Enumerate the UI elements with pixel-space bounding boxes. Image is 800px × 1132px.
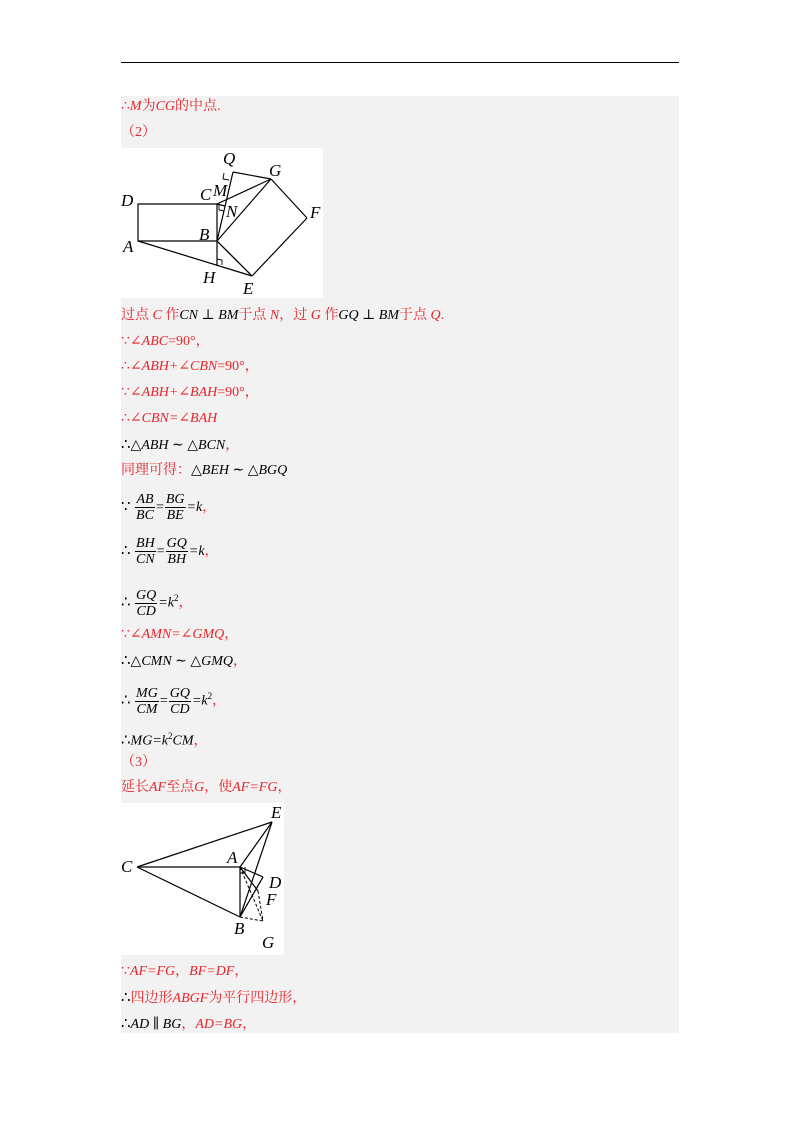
expr: ∠CBN=∠BAH: [129, 411, 218, 426]
var-gq: GQ: [338, 308, 359, 323]
expr-value: =90°，: [217, 359, 259, 374]
denominator: BC: [136, 508, 154, 524]
text-such-that: ，使: [204, 780, 233, 795]
exponent: 2: [168, 731, 173, 741]
comma: ，: [204, 544, 219, 559]
equals: =: [156, 544, 165, 559]
line-ratio-gq-cd: [121, 581, 193, 619]
fraction-gq-bh: [166, 536, 188, 567]
header-rule: [121, 62, 679, 63]
because-symbol: ∵: [121, 627, 130, 642]
var-cn: CN: [179, 308, 199, 323]
therefore-symbol: ∴: [121, 1016, 131, 1032]
text-guo: ，过: [279, 308, 308, 323]
therefore-symbol: ∴: [121, 411, 130, 426]
because-symbol: ∵: [121, 964, 130, 979]
numerator: BG: [165, 492, 185, 508]
comma: ，: [233, 654, 248, 669]
numerator: GQ: [166, 536, 187, 552]
line-abh-bah: [121, 382, 259, 404]
text-is-parallelogram: 为平行四边形，: [208, 991, 307, 1006]
var-c: C: [152, 308, 162, 323]
part-3-label: （3）: [121, 755, 156, 770]
therefore-symbol: ∴: [121, 653, 131, 669]
expr: △ABH ∼ △BCN: [130, 438, 226, 453]
comma-2: ，: [234, 964, 249, 979]
label-n: N: [226, 202, 238, 221]
therefore-symbol: ∴: [121, 692, 131, 709]
expr: ∠ABH+∠CBN: [129, 359, 218, 374]
label-d: D: [121, 191, 134, 210]
line-angle-amn-gmq: [121, 624, 238, 646]
expr: AF=FG: [232, 780, 278, 795]
period: .: [440, 308, 445, 323]
text-to-point: 至点: [166, 780, 195, 795]
fraction-mg-cm: [135, 686, 159, 717]
line-cbn-bah: [121, 408, 217, 430]
expr-1: AF=FG: [129, 964, 176, 979]
line-parallelogram: [121, 987, 306, 1009]
expr: ∠ABH+∠BAH: [129, 385, 218, 400]
label-a: A: [227, 848, 238, 867]
denominator: BE: [166, 508, 184, 524]
therefore-symbol: ∴: [121, 732, 131, 749]
line-similar-abh-bcn: [121, 434, 239, 456]
expr-parallel: AD ∥ BG: [130, 1017, 182, 1032]
var-g: G: [194, 780, 205, 795]
figure-2: [121, 803, 284, 955]
var-abgf: ABGF: [172, 991, 209, 1006]
fraction-bg-be: [165, 492, 186, 523]
var-bm-2: BM: [378, 308, 400, 323]
line-ad-parallel-bg: [121, 1013, 256, 1035]
comma-2: ，: [242, 1017, 257, 1032]
line-ratio-mg-cm: [121, 679, 227, 717]
label-f: F: [310, 203, 321, 222]
label-m: M: [213, 181, 228, 200]
expr: ∠ABC: [129, 334, 169, 349]
text-midpoint: 的中点.: [175, 99, 221, 114]
line-ratio-k: [121, 490, 216, 524]
label-g: G: [262, 933, 275, 952]
numerator: GQ: [136, 587, 157, 603]
comma: ，: [225, 438, 240, 453]
because-symbol: ∵: [121, 499, 131, 515]
denominator: CN: [136, 552, 155, 568]
denominator: CM: [136, 701, 158, 717]
expr-equal: AD=BG: [195, 1017, 243, 1032]
comma: ，: [212, 693, 227, 709]
label-e: E: [271, 803, 282, 822]
var-g: G: [310, 308, 321, 323]
label-b: B: [199, 225, 210, 244]
text-similarly: 同理可得：: [121, 463, 191, 478]
label-b: B: [234, 919, 245, 938]
label-q: Q: [223, 149, 236, 168]
text-quadrilateral: 四边形: [130, 991, 173, 1006]
expr-value: =90°，: [168, 334, 210, 349]
therefore-symbol: ∴: [121, 990, 131, 1006]
expr: ∠AMN=∠GMQ: [129, 627, 225, 642]
comma: ，: [193, 733, 208, 749]
label-f: F: [266, 890, 277, 909]
label-g: G: [269, 161, 282, 180]
text-extend: 延长: [121, 780, 149, 795]
comma: ，: [178, 595, 193, 611]
therefore-symbol: ∴: [121, 99, 130, 114]
label-c: C: [121, 857, 133, 876]
exponent: 2: [207, 691, 213, 701]
numerator: GQ: [169, 685, 190, 701]
exponent: 2: [173, 593, 179, 603]
figure-1: [121, 148, 323, 298]
equals-k: =k: [191, 693, 208, 709]
because-symbol: ∵: [121, 385, 130, 400]
fraction-gq-cd-2: [169, 686, 191, 717]
text-zuo: 作: [165, 308, 180, 323]
label-a: A: [123, 237, 134, 256]
denominator: CD: [136, 603, 156, 619]
fraction-ab-bc: [135, 492, 155, 523]
therefore-symbol: ∴: [121, 437, 131, 453]
line-af-fg-bf-df: [121, 961, 248, 983]
label-h: H: [203, 268, 216, 287]
line-m-midpoint: [121, 96, 221, 118]
comma: ，: [181, 1017, 196, 1032]
comma: ，: [224, 627, 239, 642]
expr-2: BF=DF: [189, 964, 235, 979]
line-ratio-bh: [121, 534, 219, 568]
line-angle-abc: [121, 331, 210, 353]
numerator: BH: [136, 536, 155, 552]
numerator: MG: [136, 685, 158, 701]
text-is: 为: [141, 99, 156, 114]
figure-1-diagram: [121, 148, 323, 298]
part-2-label: （2）: [121, 125, 156, 140]
fraction-bh-cn: [135, 536, 156, 567]
label-d: D: [269, 873, 282, 892]
perp-symbol: ⊥: [201, 308, 215, 323]
var-m: M: [129, 99, 142, 114]
text-zuo-2: 作: [324, 308, 339, 323]
line-similarly: [121, 460, 287, 482]
line-abh-cbn: [121, 356, 259, 378]
equals-k: =k: [158, 595, 174, 611]
var-mg: MG: [130, 733, 153, 749]
because-symbol: ∵: [121, 334, 130, 349]
therefore-symbol: ∴: [121, 359, 130, 374]
equals: =: [159, 693, 168, 709]
equals: =: [155, 500, 164, 515]
var-af: AF: [149, 780, 167, 795]
equals-k: =k: [188, 544, 205, 559]
label-c: C: [200, 185, 212, 204]
line-construction: [121, 305, 444, 327]
equals-k: =k: [152, 733, 168, 749]
comma: ，: [277, 780, 292, 795]
comma: ，: [202, 500, 217, 515]
var-n: N: [269, 308, 280, 323]
comma: ，: [175, 964, 190, 979]
var-cg: CG: [155, 99, 176, 114]
text-yu-dian-2: 于点: [399, 308, 428, 323]
expr: △BEH ∼ △BGQ: [191, 463, 288, 478]
denominator: CD: [170, 701, 190, 717]
expr: △CMN ∼ △GMQ: [130, 654, 234, 669]
perp-symbol-2: ⊥: [362, 308, 376, 323]
numerator: AB: [136, 492, 154, 508]
fraction-gq-cd: [135, 588, 157, 619]
var-bm: BM: [218, 308, 239, 323]
line-extend-af: [121, 777, 291, 799]
text-yu-dian: 于点: [238, 308, 267, 323]
text-guo-dian: 过点: [121, 308, 149, 323]
equals-k: =k: [186, 500, 203, 515]
var-q: Q: [430, 308, 441, 323]
var-cm: CM: [172, 733, 194, 749]
figure-2-diagram: [121, 803, 284, 955]
line-mg-equals: [121, 725, 208, 747]
therefore-symbol: ∴: [121, 594, 131, 611]
therefore-symbol: ∴: [121, 543, 131, 559]
label-e: E: [243, 279, 254, 298]
expr-value: =90°，: [217, 385, 259, 400]
denominator: BH: [167, 552, 187, 568]
line-similar-cmn-gmq: [121, 650, 247, 672]
